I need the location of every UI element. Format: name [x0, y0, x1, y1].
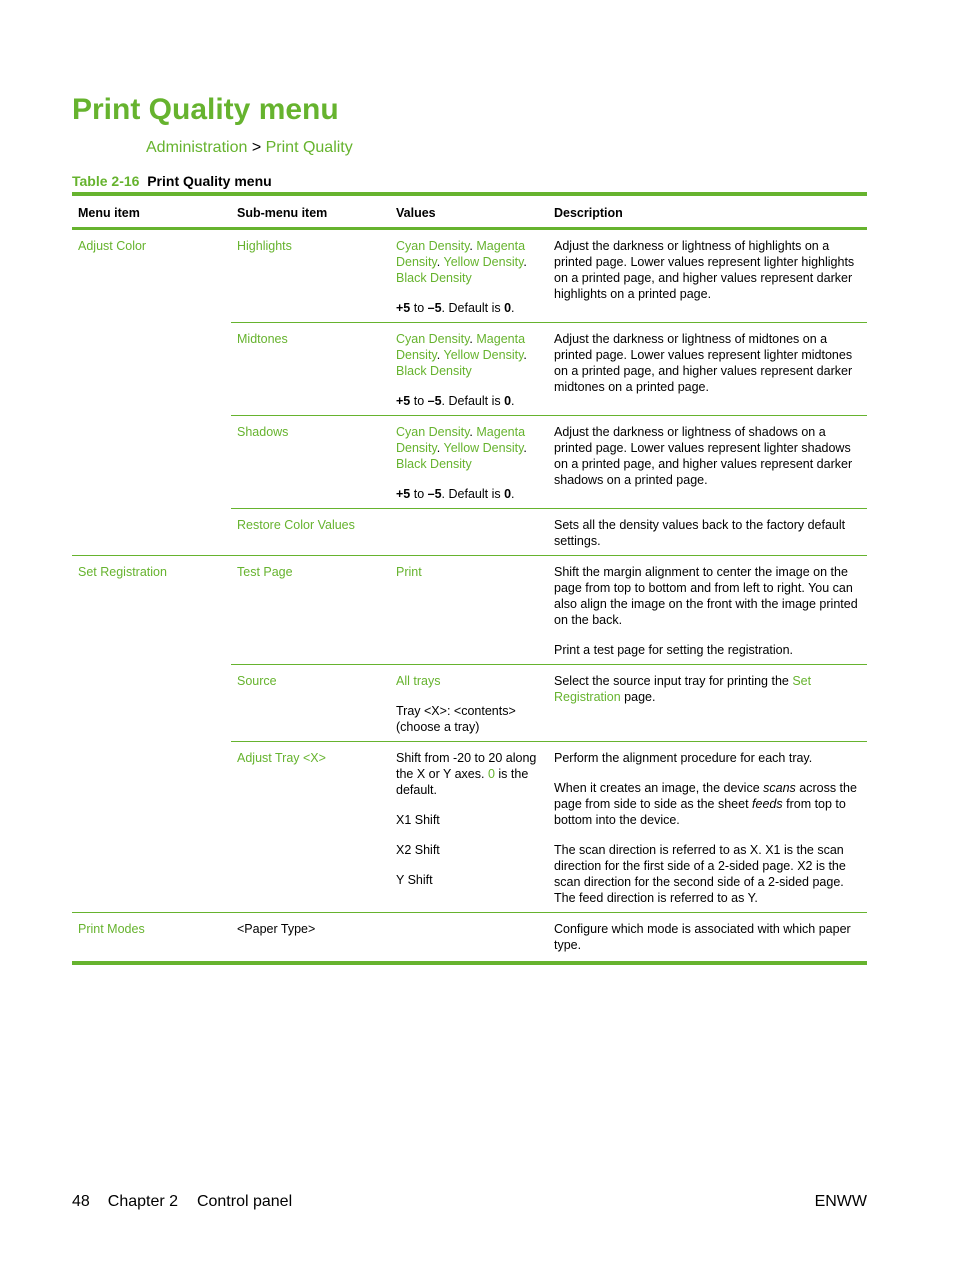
value-cyan-density[interactable]: Cyan Density: [396, 332, 470, 346]
value-black-density[interactable]: Black Density: [396, 457, 472, 471]
description-text: across the page from side to side as the sheet: [554, 781, 857, 811]
description-shadows: Adjust the darkness or lightness of shadows on a printed page. Lower values represent lighter shadows on a printed page, and higher values represent darker shadows on a printed page.: [548, 416, 867, 509]
description-source: [548, 665, 867, 742]
value-tray-contents: Tray <X>: <contents> (choose a tray): [396, 704, 516, 734]
description-paragraph: Print a test page for setting the registration.: [554, 643, 794, 657]
submenu-midtones[interactable]: Midtones: [237, 332, 288, 346]
submenu-restore-color-values[interactable]: Restore Color Values: [237, 518, 355, 532]
value-cyan-density[interactable]: Cyan Density: [396, 239, 470, 253]
value-magenta-density[interactable]: Magenta Density: [396, 239, 526, 269]
range-min: –5: [427, 301, 442, 315]
values-shadows: Cyan Density. Magenta Density. Yellow Density. Black Density +5 to –5. Default is 0.: [390, 416, 548, 509]
range-max: +5: [396, 394, 411, 408]
description-highlights: Adjust the darkness or lightness of highlights on a printed page. Lower values represent lighter highlights on a printed page, and higher values represent darker highlights on a printed page.: [554, 239, 855, 301]
description-restore-color-values: Sets all the density values back to the factory default settings.: [548, 509, 867, 556]
description-text: page.: [620, 690, 656, 704]
table-row: [72, 556, 867, 665]
submenu-test-page[interactable]: Test Page: [237, 565, 293, 579]
header-sub-menu-item: Sub-menu item: [231, 194, 390, 229]
page-title: Print Quality menu: [72, 93, 339, 126]
values-source: [390, 665, 548, 742]
table-caption: [72, 172, 272, 190]
description-text: Select the source input tray for printing the: [554, 674, 793, 688]
chapter-label: Chapter 2: [107, 1193, 179, 1210]
description-emphasis: feeds: [752, 797, 783, 811]
header-values: Values: [390, 194, 548, 229]
description-paragraph: Shift the margin alignment to center the image on the page from top to bottom and from left to right. You can also align the image on the front with the image printed on the back.: [554, 565, 858, 627]
value-cyan-density[interactable]: Cyan Density: [396, 425, 470, 439]
description-text: from top to bottom into the device.: [554, 797, 846, 827]
value-shift-text: Shift from -20 to 20 along the X or Y axes.: [396, 751, 537, 781]
description-print-modes: Configure which mode is associated with which paper type.: [548, 913, 867, 964]
value-magenta-density[interactable]: Magenta Density: [396, 425, 526, 455]
page-footer: [72, 1192, 867, 1212]
table-header-row: [72, 194, 867, 229]
value-black-density[interactable]: Black Density: [396, 364, 472, 378]
menu-item-print-modes[interactable]: Print Modes: [78, 922, 145, 936]
range-default-text: . Default is: [441, 487, 505, 501]
description-midtones: Adjust the darkness or lightness of midtones on a printed page. Lower values represent lighter midtones on a printed page, and higher values represent darker midtones on a printed page.: [548, 323, 867, 416]
value-shift-text: is the default.: [396, 767, 529, 797]
breadcrumb-link-administration[interactable]: Administration: [146, 139, 248, 156]
breadcrumb: [146, 138, 353, 158]
value-magenta-density[interactable]: Magenta Density: [396, 332, 526, 362]
value-print[interactable]: Print: [396, 565, 422, 579]
description-paragraph: The scan direction is referred to as X. X1 is the scan direction for the first side of a 2-sided page. X2 is the scan direction for the second side of a 2-sided page. The feed direction is referred to as Y.: [554, 843, 846, 905]
submenu-adjust-tray[interactable]: Adjust Tray <X>: [237, 751, 326, 765]
value-default-zero[interactable]: 0: [487, 767, 495, 781]
range-max: +5: [396, 301, 411, 315]
submenu-paper-type: <Paper Type>: [231, 913, 390, 964]
submenu-source[interactable]: Source: [237, 674, 277, 688]
range-to: to: [410, 487, 428, 501]
submenu-shadows[interactable]: Shadows: [237, 425, 289, 439]
table-row: [72, 229, 867, 323]
values-midtones: Cyan Density. Magenta Density. Yellow Density. Black Density +5 to –5. Default is 0.: [390, 323, 548, 416]
header-description: Description: [548, 194, 867, 229]
footer-right-label: ENWW: [814, 1193, 867, 1210]
value-x1-shift: X1 Shift: [396, 813, 440, 827]
values-highlights: Cyan Density. Magenta Density. Yellow Density. Black Density +5 to –5. Default is 0.: [396, 239, 527, 315]
description-text: When it creates an image, the device: [554, 781, 764, 795]
breadcrumb-link-print-quality[interactable]: Print Quality: [265, 139, 353, 156]
submenu-highlights[interactable]: Highlights: [237, 239, 292, 253]
page-number: 48: [72, 1193, 90, 1210]
description-adjust-tray: [548, 742, 867, 913]
range-default-text: . Default is: [441, 301, 505, 315]
table-caption-label: Table 2-16: [72, 173, 140, 189]
description-test-page: [548, 556, 867, 665]
value-yellow-density[interactable]: Yellow Density: [443, 441, 524, 455]
range-to: to: [410, 301, 428, 315]
table-row: [72, 913, 867, 964]
section-label: Control panel: [196, 1193, 293, 1210]
print-quality-table: [72, 192, 867, 965]
table-caption-title: Print Quality menu: [147, 173, 272, 189]
menu-item-adjust-color[interactable]: Adjust Color: [78, 239, 147, 253]
value-y-shift: Y Shift: [396, 873, 433, 887]
description-paragraph: [554, 780, 861, 828]
description-emphasis: scans: [763, 781, 796, 795]
values-adjust-tray: [390, 742, 548, 913]
menu-item-set-registration[interactable]: Set Registration: [78, 565, 167, 579]
range-max: +5: [396, 487, 411, 501]
range-end: .: [511, 394, 515, 408]
description-paragraph: Perform the alignment procedure for each tray.: [554, 751, 813, 765]
link-set-registration[interactable]: Set Registration: [554, 674, 812, 704]
range-to: to: [410, 394, 428, 408]
value-black-density[interactable]: Black Density: [396, 271, 472, 285]
value-yellow-density[interactable]: Yellow Density: [443, 348, 524, 362]
breadcrumb-separator: >: [247, 139, 266, 156]
range-default: 0: [504, 394, 512, 408]
value-x2-shift: X2 Shift: [396, 843, 440, 857]
range-min: –5: [427, 394, 442, 408]
value-all-trays[interactable]: All trays: [396, 674, 441, 688]
header-menu-item: Menu item: [72, 194, 231, 229]
range-default-text: . Default is: [441, 394, 505, 408]
value-yellow-density[interactable]: Yellow Density: [443, 255, 524, 269]
range-end: .: [511, 487, 515, 501]
range-min: –5: [427, 487, 442, 501]
range-end: .: [511, 301, 515, 315]
range-default: 0: [504, 301, 512, 315]
range-default: 0: [504, 487, 512, 501]
